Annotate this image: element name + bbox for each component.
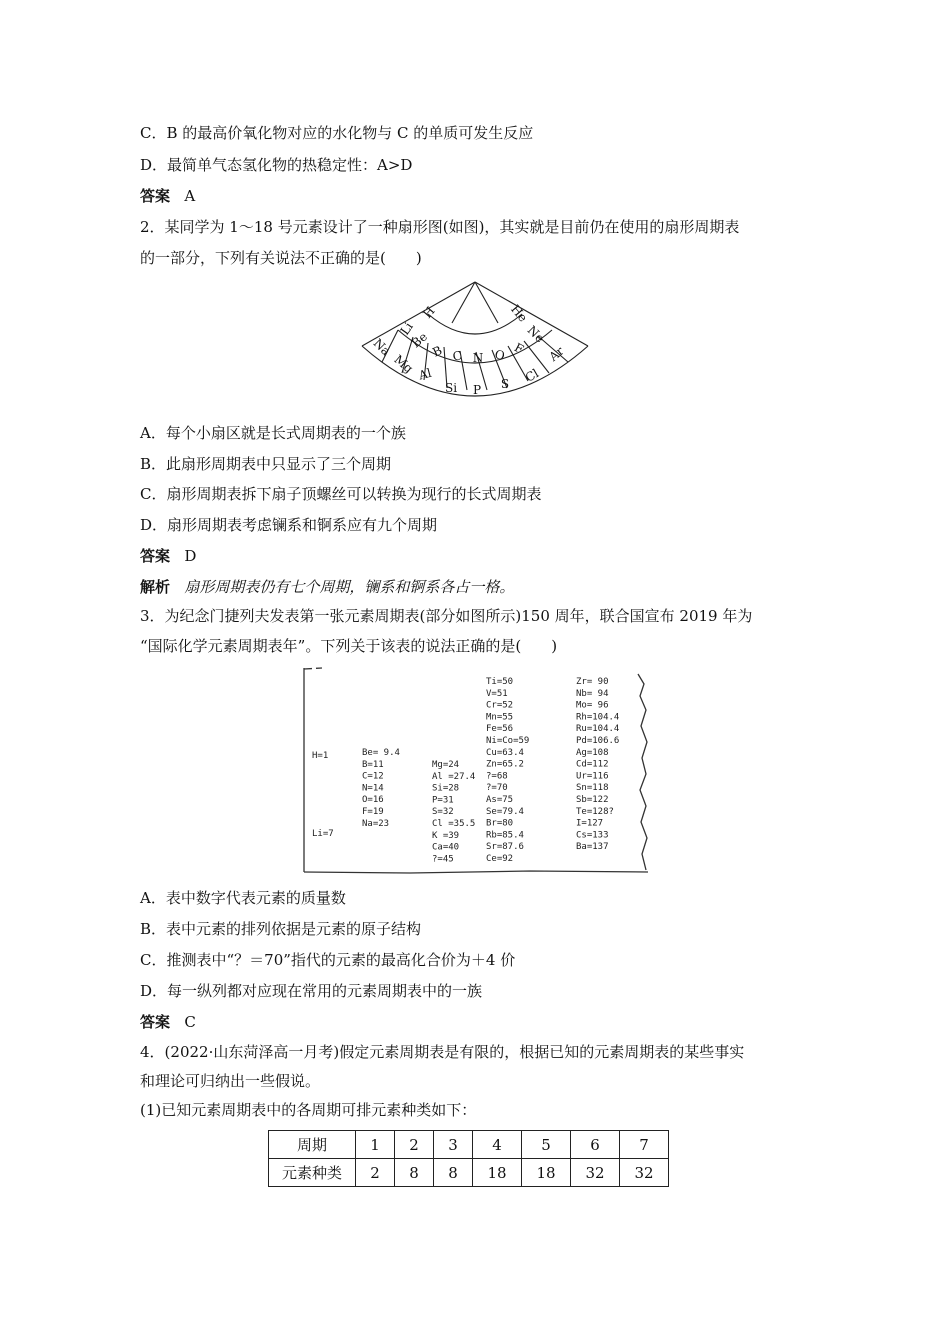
fan-cell-ne: Ne <box>524 322 548 346</box>
fan-periodic-table-figure <box>360 280 590 410</box>
table-cell: 2 <box>395 1131 434 1159</box>
table-cell: 4 <box>473 1131 522 1159</box>
mendeleev-entry: I=127 <box>576 818 604 829</box>
mendeleev-entry: Ti=50 <box>486 677 514 687</box>
answer-value: C <box>184 1013 196 1031</box>
mendeleev-entry: Si=28 <box>432 783 460 794</box>
table-cell: 2 <box>356 1159 395 1187</box>
mendeleev-entry: Se=79.4 <box>486 806 524 817</box>
mendeleev-entry: Cs=133 <box>576 830 609 841</box>
period-element-count-table <box>268 1130 669 1187</box>
fan-cell-b: B <box>430 343 445 360</box>
q3-option-d: D．每一纵列都对应现在常用的元素周期表中的一族 <box>140 982 483 1000</box>
fan-cell-h: H <box>420 303 438 321</box>
table-cell: 18 <box>473 1159 522 1187</box>
q2-analysis <box>140 577 514 597</box>
mendeleev-entry: Nb= 94 <box>576 688 609 699</box>
answer-label: 答案 <box>140 1013 171 1031</box>
table-cell: 6 <box>571 1131 620 1159</box>
mendeleev-entry: Na=23 <box>362 818 390 829</box>
fan-cell-na: Na <box>370 335 394 359</box>
mendeleev-entry: Be= 9.4 <box>362 748 400 758</box>
mendeleev-entry: V=51 <box>486 688 508 699</box>
mendeleev-entry: Ca=40 <box>432 842 460 853</box>
mendeleev-entry: Fe=56 <box>486 724 514 735</box>
mendeleev-entry: Br=80 <box>486 818 514 829</box>
answer-label: 答案 <box>140 547 171 565</box>
mendeleev-entry: O=16 <box>362 795 384 806</box>
mendeleev-entry: Rh=104.4 <box>576 712 620 723</box>
table-cell: 7 <box>620 1131 669 1159</box>
mendeleev-entry: Ru=104.4 <box>576 724 620 735</box>
table-cell: 周期 <box>269 1131 356 1159</box>
mendeleev-entry: Ba=137 <box>576 842 609 853</box>
mendeleev-entry: S=32 <box>432 807 454 818</box>
table-cell: 32 <box>620 1159 669 1187</box>
q4-stem-line1: 4．(2022·山东菏泽高一月考)假定元素周期表是有限的，根据已知的元素周期表的某些事实 <box>140 1043 745 1061</box>
fan-cell-cl: Cl <box>522 366 542 385</box>
mendeleev-entry: B=11 <box>362 759 384 770</box>
q3-option-a: A．表中数字代表元素的质量数 <box>140 889 346 907</box>
q2-answer <box>140 546 196 566</box>
mendeleev-entry: ?=45 <box>432 854 454 865</box>
mendeleev-entry: Sn=118 <box>576 783 609 794</box>
mendeleev-entry: Ag=108 <box>576 747 609 758</box>
table-cell: 5 <box>522 1131 571 1159</box>
fan-cell-li: Li <box>397 319 416 338</box>
q3-option-b: B．表中元素的排列依据是元素的原子结构 <box>140 920 422 938</box>
q2-option-c: C．扇形周期表拆下扇子顶螺丝可以转换为现行的长式周期表 <box>140 485 542 503</box>
mendeleev-entry: Cu=63.4 <box>486 747 524 758</box>
fan-cell-mg: Mg <box>391 352 416 376</box>
fan-cell-c: C <box>451 348 464 364</box>
mendeleev-entry: Rb=85.4 <box>486 830 524 841</box>
q1-option-c: C．B 的最高价氧化物对应的水化物与 C 的单质可发生反应 <box>140 124 534 142</box>
mendeleev-entry: Li=7 <box>312 829 334 839</box>
q4-stem-line2: 和理论可归纳出一些假说。 <box>140 1072 321 1090</box>
answer-value: D <box>184 547 197 565</box>
fan-cell-be: Be <box>408 329 431 351</box>
mendeleev-entry: Ur=116 <box>576 771 609 782</box>
mendeleev-entry: Te=128? <box>576 806 614 817</box>
mendeleev-entry: ?=68 <box>486 771 508 782</box>
q2-stem-line1: 2．某同学为 1～18 号元素设计了一种扇形图(如图)，其实就是目前仍在使用的扇形周期表 <box>140 218 740 236</box>
mendeleev-entry: Zn=65.2 <box>486 759 524 770</box>
mendeleev-entry: Zr= 90 <box>576 677 609 687</box>
mendeleev-entry: C=12 <box>362 771 384 782</box>
q2-stem-line2: 的一部分，下列有关说法不正确的是( ) <box>140 249 422 267</box>
q4-sub1: (1)已知元素周期表中的各周期可排元素种类如下： <box>140 1101 477 1119</box>
q2-option-a: A．每个小扇区就是长式周期表的一个族 <box>140 424 406 442</box>
mendeleev-entry: Cd=112 <box>576 759 609 770</box>
mendeleev-table-figure <box>300 666 656 880</box>
fan-cell-al: Al <box>417 365 433 383</box>
fan-cell-f: F <box>511 340 526 357</box>
fan-cell-n: N <box>472 351 484 365</box>
table-cell: 元素种类 <box>269 1159 356 1187</box>
fan-cell-s: S <box>500 377 510 391</box>
mendeleev-entry: As=75 <box>486 795 514 805</box>
mendeleev-entry: F=19 <box>362 807 384 817</box>
table-cell: 18 <box>522 1159 571 1187</box>
mendeleev-entry: Pd=106.6 <box>576 736 620 746</box>
table-header-row <box>269 1131 669 1159</box>
mendeleev-entry: Cl =35.5 <box>432 819 476 829</box>
mendeleev-entry: Mg=24 <box>432 760 460 770</box>
q3-option-c: C．推测表中“？＝70”指代的元素的最高化合价为＋4 价 <box>140 951 516 969</box>
mendeleev-entry: Al =27.4 <box>432 771 476 782</box>
table-cell: 1 <box>356 1131 395 1159</box>
q3-answer <box>140 1012 196 1032</box>
table-cell: 8 <box>434 1159 473 1187</box>
table-row <box>269 1159 669 1187</box>
mendeleev-entry: Mo= 96 <box>576 700 609 711</box>
answer-label: 答案 <box>140 187 171 205</box>
mendeleev-entry: N=14 <box>362 783 384 794</box>
fan-cell-si: Si <box>444 381 458 395</box>
answer-value: A <box>184 187 196 205</box>
fan-cell-o: O <box>493 347 507 363</box>
fan-cell-he: He <box>508 302 531 325</box>
fan-cell-ar: Ar <box>546 343 567 364</box>
mendeleev-entry: Ce=92 <box>486 854 514 864</box>
q1-option-d: D．最简单气态氢化物的热稳定性：A>D <box>140 156 413 174</box>
table-cell: 3 <box>434 1131 473 1159</box>
table-cell: 8 <box>395 1159 434 1187</box>
fan-cell-p: P <box>472 383 482 397</box>
mendeleev-entry: Cr=52 <box>486 700 514 711</box>
analysis-text: 扇形周期表仍有七个周期，镧系和锕系各占一格。 <box>184 578 515 596</box>
mendeleev-entry: ?=70 <box>486 783 508 794</box>
mendeleev-entry: Sb=122 <box>576 795 609 805</box>
q1-answer <box>140 186 195 206</box>
q2-option-b: B．此扇形周期表中只显示了三个周期 <box>140 455 392 473</box>
mendeleev-entry: K =39 <box>432 830 460 841</box>
mendeleev-entry: H=1 <box>312 751 329 761</box>
mendeleev-entry: Sr=87.6 <box>486 842 524 853</box>
q3-stem-line1: 3．为纪念门捷列夫发表第一张元素周期表(部分如图所示)150 周年，联合国宣布 2019 年为 <box>140 607 753 625</box>
mendeleev-entry: Ni=Co=59 <box>486 736 530 746</box>
analysis-label: 解析 <box>140 578 171 596</box>
table-cell: 32 <box>571 1159 620 1187</box>
mendeleev-entry: Mn=55 <box>486 712 514 723</box>
mendeleev-entry: P=31 <box>432 795 454 806</box>
q2-option-d: D．扇形周期表考虑镧系和锕系应有九个周期 <box>140 516 438 534</box>
q3-stem-line2: “国际化学元素周期表年”。下列关于该表的说法正确的是( ) <box>140 637 558 655</box>
